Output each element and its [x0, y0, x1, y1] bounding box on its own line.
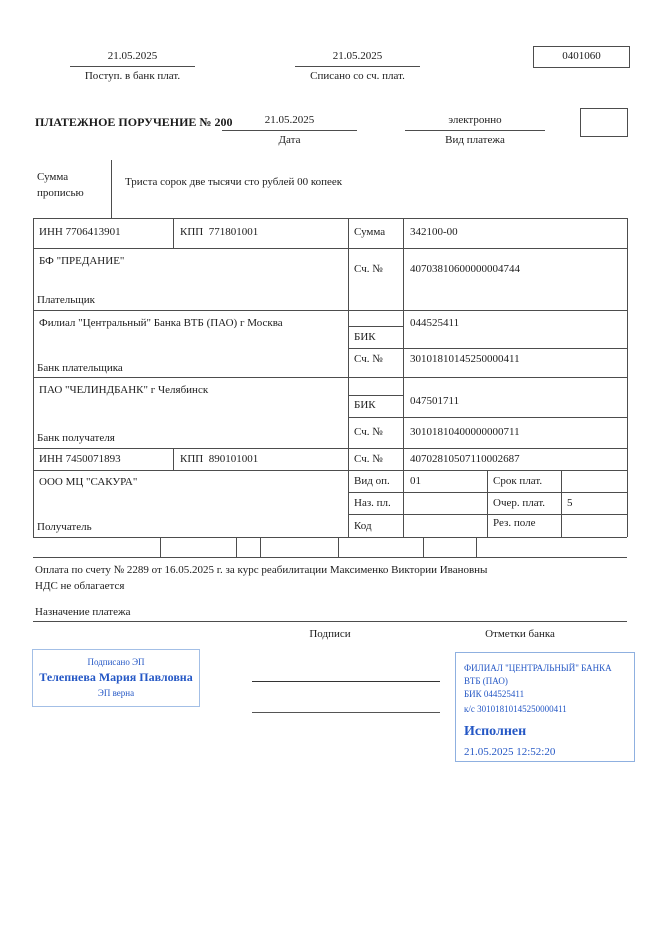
bank-stamp	[455, 652, 635, 762]
bank-stamp-text	[464, 662, 634, 716]
bank-stamp-line1: ФИЛИАЛ "ЦЕНТРАЛЬНЫЙ" БАНКА	[464, 663, 612, 673]
bank-stamp-line2: ВТБ (ПАО)	[464, 676, 508, 687]
date-label: Дата	[278, 134, 301, 146]
payee-section-label: Получатель	[37, 521, 92, 533]
priority-value: 5	[567, 497, 573, 509]
payer-inn	[39, 226, 121, 238]
payer-account-label: Сч. №	[354, 263, 383, 275]
signed-label: Подписано ЭП	[87, 657, 145, 667]
received-label: Поступ. в банк плат.	[84, 70, 181, 82]
amount-words-value: Триста сорок две тысячи сто рублей 00 копеек	[125, 176, 343, 188]
bank-stamp-line4: к/с 30101810145250000411	[464, 704, 567, 715]
payee-account: 40702810507110002687	[410, 453, 520, 465]
status-box	[580, 108, 628, 137]
debited-date: 21.05.2025	[332, 50, 383, 62]
payee-bank-bik-label: БИК	[354, 399, 376, 411]
bank-stamp-timestamp: 21.05.2025 12:52:20	[464, 746, 556, 759]
purpose-line2: НДС не облагается	[35, 580, 125, 592]
document-date: 21.05.2025	[264, 114, 315, 126]
priority-label: Очер. плат.	[493, 497, 546, 509]
payee-kpp-value: 890101001	[208, 453, 259, 465]
signer-name: Телепнева Мария Павловна	[39, 670, 193, 684]
payer-kpp	[180, 226, 258, 238]
payer-kpp-value: 771801001	[208, 226, 259, 238]
payee-inn-value: 7450071893	[65, 453, 121, 465]
op-kind-label: Вид оп.	[354, 475, 390, 487]
payer-bank-section-label: Банк плательщика	[37, 362, 123, 374]
payer-bank-account: 30101810145250000411	[410, 353, 520, 365]
debited-label: Списано со сч. плат.	[310, 70, 405, 82]
reserve-label: Рез. поле	[493, 517, 536, 529]
code-label: Код	[354, 520, 372, 532]
payee-bank-section-label: Банк получателя	[37, 432, 115, 444]
payee-bank-bik: 047501711	[410, 395, 460, 407]
payment-kind-value: электронно	[448, 114, 502, 126]
payer-name: БФ "ПРЕДАНИЕ"	[39, 255, 125, 267]
payer-inn-value: 7706413901	[65, 226, 121, 238]
amount-words-label: Сумма прописью	[37, 171, 84, 199]
payee-bank-name: ПАО "ЧЕЛИНДБАНК" г Челябинск	[39, 384, 209, 396]
form-code: 0401060	[562, 50, 601, 62]
document-title: ПЛАТЕЖНОЕ ПОРУЧЕНИЕ № 200	[35, 115, 233, 129]
payee-account-label: Сч. №	[354, 453, 383, 465]
signature-stamp	[32, 649, 200, 707]
payment-kind-label: Вид платежа	[445, 134, 505, 146]
payee-bank-account-label: Сч. №	[354, 426, 383, 438]
payer-bank-bik-label: БИК	[354, 331, 376, 343]
payee-name: ООО МЦ "САКУРА"	[39, 476, 138, 488]
bank-stamp-status: Исполнен	[464, 724, 527, 740]
payer-kpp-label: КПП	[180, 226, 204, 238]
signature-verified-label: ЭП верна	[97, 688, 135, 698]
op-kind-value: 01	[410, 475, 421, 487]
pay-term-label: Срок плат.	[493, 475, 543, 487]
payer-bank-bik: 044525411	[410, 317, 460, 329]
purpose-line1: Оплата по счету № 2289 от 16.05.2025 г. за курс реабилитации Максименко Виктории Ивановны	[35, 564, 488, 576]
payee-kpp	[180, 453, 258, 465]
payer-account: 40703810600000004744	[410, 263, 520, 275]
received-date: 21.05.2025	[107, 50, 158, 62]
sum-label: Сумма	[354, 226, 386, 238]
purpose-kind-label: Наз. пл.	[354, 497, 391, 509]
payer-bank-name: Филиал "Центральный" Банка ВТБ (ПАО) г Москва	[39, 317, 283, 329]
payee-bank-account: 30101810400000000711	[410, 426, 520, 438]
payee-inn-label: ИНН	[39, 453, 63, 465]
purpose-section-label: Назначение платежа	[35, 606, 131, 618]
payee-inn	[39, 453, 121, 465]
bank-stamp-line3: БИК 044525411	[464, 689, 525, 700]
payer-bank-account-label: Сч. №	[354, 353, 383, 365]
signatures-label: Подписи	[309, 628, 351, 640]
form-code-box	[533, 46, 630, 68]
payer-inn-label: ИНН	[39, 226, 63, 238]
sum-value: 342100-00	[410, 226, 458, 238]
payer-section-label: Плательщик	[37, 294, 95, 306]
bank-marks-label: Отметки банка	[485, 628, 555, 640]
payee-kpp-label: КПП	[180, 453, 204, 465]
